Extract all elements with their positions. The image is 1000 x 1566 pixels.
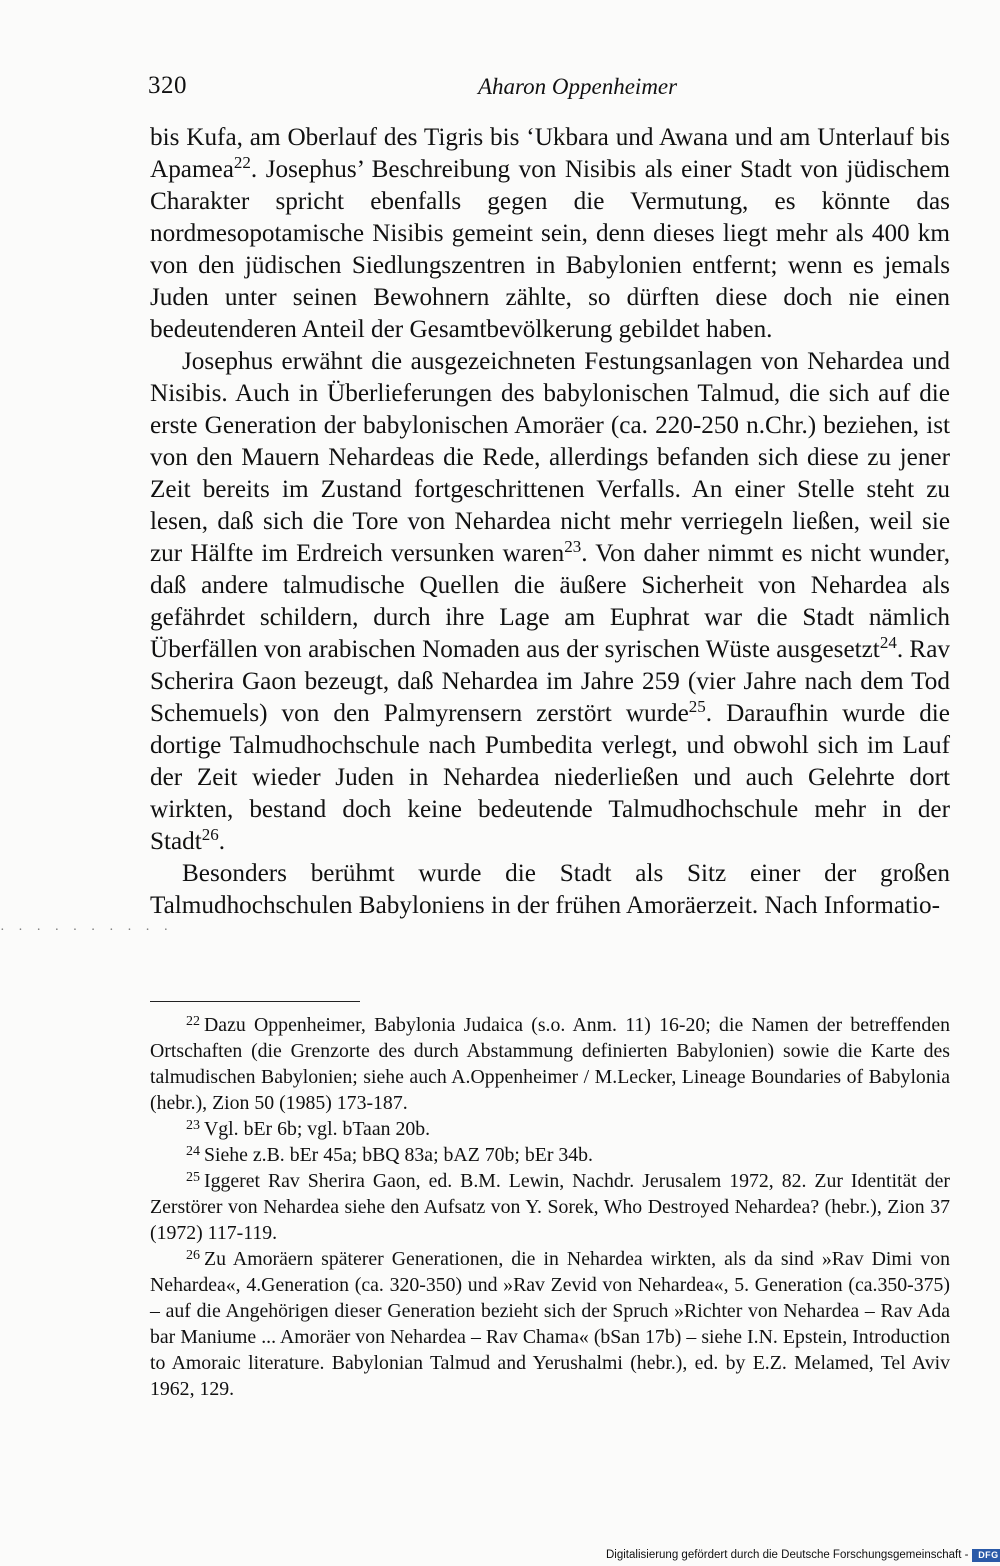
running-head: Aharon Oppenheimer — [478, 74, 678, 99]
footnote-ref-26[interactable]: 26 — [201, 825, 219, 844]
footnote-25 — [150, 1168, 950, 1246]
footnote-divider — [150, 1001, 360, 1002]
paragraph-2 — [150, 346, 950, 858]
footnote-text: Dazu Oppenheimer, Babylonia Judaica (s.o. Anm. 11) 16-20; die Namen der betreffenden Ortschaften (die Grenzorte des durch Abstammung definierten Babylonien) sowie die Karte des talmudischen Babylonien; siehe auch A.Oppenheimer / M.Lecker, Lineage Boundaries of Babylonia (hebr.), Zion 50 (1985) 173-187. — [150, 1014, 950, 1114]
paragraph-text: Josephus erwähnt die ausgezeichneten Festungsanlagen von Nehardea und Nisibis. Auch in Überlieferungen des babylonischen Talmud, die sich auf die erste Generation der babylonischen Amoräer (ca. 220-250 n.Chr.) beziehen, ist von den Mauern Nehardeas die Rede, allerdings befanden sich diese zu jener Zeit bereits im Zustand fortgeschrittenen Verfalls. An einer Stelle steht zu lesen, daß sich die Tore von Nehardea nicht mehr verriegeln ließen, weil sie zur Hälfte im Erdreich versunken waren — [150, 348, 950, 567]
footnote-number: 25 — [186, 1170, 200, 1185]
paragraph-text: . — [218, 828, 226, 855]
footnote-ref-25[interactable]: 25 — [688, 697, 706, 716]
footnote-24 — [150, 1142, 950, 1168]
page-number: 320 — [148, 72, 187, 99]
footnote-number: 23 — [186, 1118, 200, 1133]
footnote-ref-23[interactable]: 23 — [564, 537, 582, 556]
paragraph-text: bis Kufa, am Oberlauf des Tigris bis ‘Ukbara und Awana und am Unterlauf bis Apamea — [150, 124, 950, 183]
paragraph-1 — [150, 122, 950, 346]
footnote-number: 26 — [186, 1248, 200, 1263]
paragraph-3: Besonders berühmt wurde die Stadt als Sitz einer der großen Talmudhochschulen Babyloniens in der frühen Amoräerzeit. Nach Informatio- — [150, 860, 950, 919]
footnote-ref-24[interactable]: 24 — [879, 633, 897, 652]
paragraph-text: . Rav Scherira Gaon bezeugt, daß Nehardea im Jahre 259 (vier Jahre nach dem Tod Schemuels) von den Palmyrensern zerstört wurde — [150, 636, 950, 727]
footnote-text: Iggeret Rav Sherira Gaon, ed. B.M. Lewin, Nachdr. Jerusalem 1972, 82. Zur Identität der Zerstörer von Nehardea siehe den Aufsatz von Y. Sorek, Who Destroyed Nehardea? (hebr.), Zion 37 (1972) 117-119. — [150, 1170, 950, 1244]
footnote-text: Vgl. bEr 6b; vgl. bTaan 20b. — [204, 1118, 431, 1140]
scan-artifact-dots: · · · · · · · · · · — [0, 923, 174, 938]
digitization-note: Digitalisierung gefördert durch die Deutsche Forschungsgemeinschaft - — [606, 1549, 969, 1561]
digitization-credit — [606, 1547, 1000, 1563]
paragraph-text: . Daraufhin wurde die dortige Talmudhochschule nach Pumbedita verlegt, und obwohl sich im Lauf der Zeit wieder Juden in Nehardea niederließen und auch Gelehrte dort wirkten, bestand doch keine bedeutende Talmudhochschule mehr in der Stadt — [150, 700, 950, 855]
paragraph-text: . Von daher nimmt es nicht wunder, daß andere talmudische Quellen die äußere Sicherheit von Nehardea als gefährdet schildern, durch ihre Lage am Euphrat war die Stadt nämlich Überfällen von arabischen Nomaden aus der syrischen Wüste ausgesetzt — [150, 540, 950, 663]
footnote-number: 22 — [186, 1014, 200, 1029]
footnotes — [150, 1012, 950, 1402]
footnote-number: 24 — [186, 1144, 200, 1159]
footnote-22 — [150, 1012, 950, 1116]
paragraph-text: . Josephus’ Beschreibung von Nisibis als einer Stadt von jüdischem Charakter spricht ebenfalls gegen die Vermutung, es könnte das nordmesopotamische Nisibis gemeint sein, denn dieses liegt mehr als 400 km von den jüdischen Siedlungszentren in Babylonien entfernt; wenn es jemals Juden unter seinen Bewohnern zählte, so dürften diese doch nie einen bedeutenderen Anteil der Gesamtbevölkerung gebildet haben. — [150, 156, 950, 343]
footnote-ref-22[interactable]: 22 — [233, 153, 251, 172]
footnote-23 — [150, 1116, 950, 1142]
body-text — [150, 122, 950, 922]
footnote-26 — [150, 1246, 950, 1402]
page-header — [148, 72, 948, 106]
footnote-text: Siehe z.B. bEr 45a; bBQ 83a; bAZ 70b; bEr 34b. — [204, 1144, 593, 1166]
dfg-logo-icon: DFG — [972, 1549, 1000, 1562]
footnote-text: Zu Amoräern späterer Generationen, die in Nehardea wirkten, als da sind »Rav Dimi von Nehardea«, 4.Generation (ca. 320-350) und »Rav Zevid von Nehardea«, 5. Generation (ca.350-375) – auf die Angehörigen dieser Generation bezieht sich der Spruch »Richter von Nehardea – Rav Ada bar Maniume ... Amoräer von Nehardea – Rav Chama« (bSan 17b) – siehe I.N. Epstein, Introduction to Amoraic literature. Babylonian Talmud and Yerushalmi (hebr.), ed. by E.Z. Melamed, Tel Aviv 1962, 129. — [150, 1248, 950, 1400]
